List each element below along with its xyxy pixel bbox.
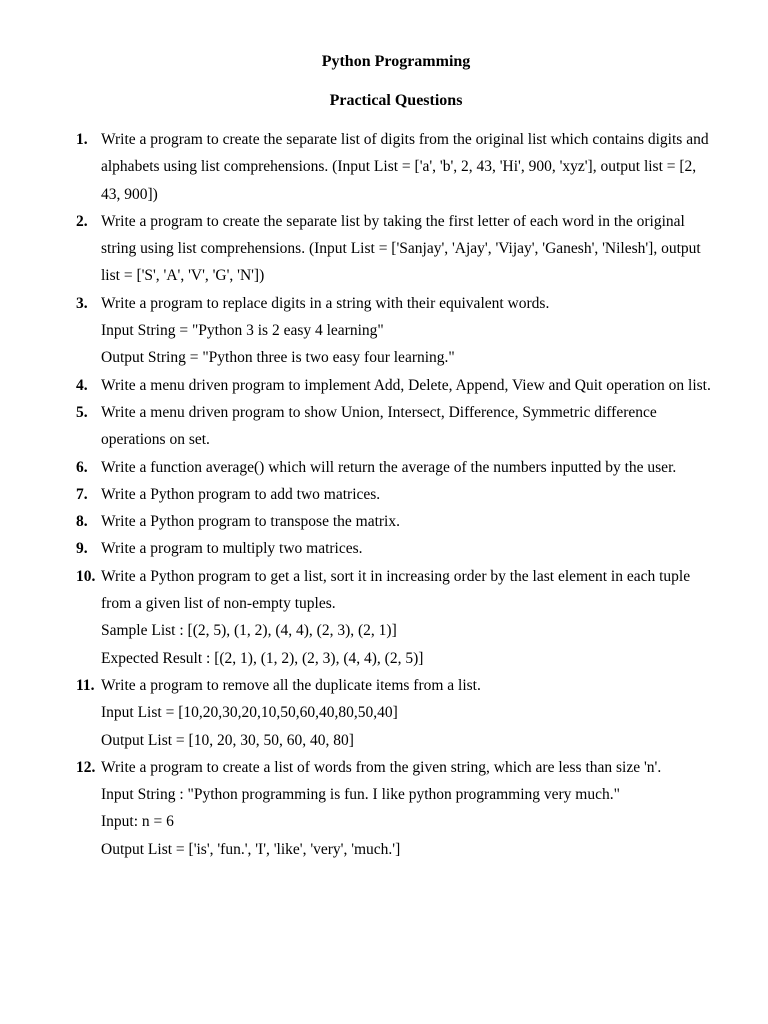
question-number: 2. (76, 212, 88, 230)
question-example-line: Input String : "Python programming is fun. I like python programming very much." (101, 786, 620, 804)
question-example-line: Output List = ['is', 'fun.', 'I', 'like', 'very', 'much.'] (101, 840, 401, 858)
question-text: Write a program to create the separate list by taking the first letter of each word in the original string using list comprehensions. (Input List = ['Sanjay', 'Ajay', 'Vijay', 'Ganesh', 'Nilesh'], output list = ['S', 'A', 'V', 'G', 'N']) (101, 212, 701, 285)
question-item (76, 208, 716, 290)
question-text: Write a program to multiply two matrices. (101, 540, 363, 558)
question-example-line: Input String = "Python 3 is 2 easy 4 learning" (101, 322, 384, 340)
question-text: Write a Python program to get a list, sort it in increasing order by the last element in each tuple from a given list of non-empty tuples. (101, 567, 691, 613)
question-item (76, 399, 716, 454)
question-number: 12. (76, 758, 96, 776)
question-text: Write a program to remove all the duplicate items from a list. (101, 676, 481, 694)
question-number: 5. (76, 403, 88, 421)
question-number: 8. (76, 513, 88, 531)
question-number: 9. (76, 540, 88, 558)
question-item (76, 290, 716, 372)
question-example-line: Expected Result : [(2, 1), (1, 2), (2, 3), (4, 4), (2, 5)] (101, 649, 424, 667)
question-example-line: Input: n = 6 (101, 813, 174, 831)
question-item (76, 535, 716, 562)
question-text: Write a Python program to add two matrices. (101, 485, 381, 503)
question-text: Write a function average() which will return the average of the numbers inputted by the user. (101, 458, 677, 476)
question-example-line: Sample List : [(2, 5), (1, 2), (4, 4), (2, 3), (2, 1)] (101, 622, 397, 640)
question-text: Write a program to create a list of words from the given string, which are less than size 'n'. (101, 758, 662, 776)
question-list (76, 126, 716, 863)
question-item (76, 454, 716, 481)
question-example-line: Output List = [10, 20, 30, 50, 60, 40, 80] (101, 731, 354, 749)
question-number: 10. (76, 567, 96, 585)
question-item (76, 508, 716, 535)
question-item (76, 672, 716, 754)
question-item (76, 126, 716, 208)
document-title: Python Programming (321, 53, 471, 70)
question-number: 1. (76, 131, 88, 148)
question-number: 4. (76, 376, 88, 394)
question-number: 6. (76, 458, 88, 476)
question-text: Write a program to replace digits in a string with their equivalent words. (101, 294, 550, 312)
question-text: Write a Python program to transpose the matrix. (101, 513, 400, 531)
question-item (76, 372, 716, 399)
document-subtitle: Practical Questions (329, 92, 463, 109)
question-text: Write a menu driven program to implement Add, Delete, Append, View and Quit operation on list. (101, 376, 711, 394)
question-item (76, 754, 716, 863)
question-text: Write a menu driven program to show Union, Intersect, Difference, Symmetric difference operations on set. (101, 403, 657, 449)
question-example-line: Input List = [10,20,30,20,10,50,60,40,80,50,40] (101, 704, 398, 722)
question-item (76, 481, 716, 508)
question-item (76, 563, 716, 672)
question-example-line: Output String = "Python three is two easy four learning." (101, 349, 455, 367)
question-text: Write a program to create the separate list of digits from the original list which contains digits and alphabets using list comprehensions. (Input List = ['a', 'b', 2, 43, 'Hi', 900, 'xyz'], output list = [2, 43, 900]) (101, 131, 709, 203)
question-number: 7. (76, 485, 88, 503)
question-number: 11. (76, 676, 95, 694)
question-number: 3. (76, 294, 88, 312)
